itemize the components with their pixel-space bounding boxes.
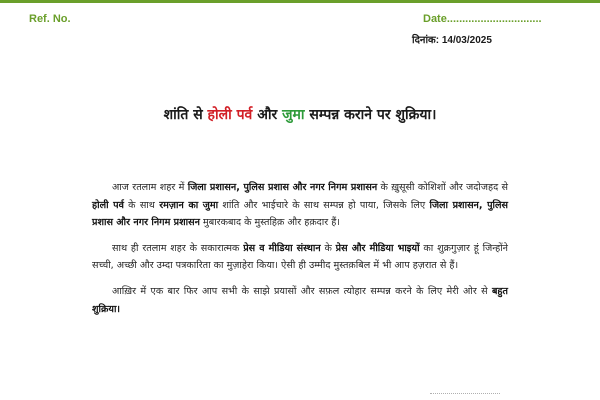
letter-body [92,179,508,326]
reference-number-label: Ref. No. [29,13,71,25]
title-juma: जुमा [282,107,305,123]
p2-bold-press-media: प्रेस व मीडिया संस्थान [243,242,321,254]
title-part-5: सम्पन्न कराने पर शुक्रिया। [304,107,437,123]
p2-bold-press-brothers: प्रेस और मीडिया भाइयों [335,242,420,254]
paragraph-2 [92,240,508,275]
p1-bold-administration: जिला प्रशासन, पुलिस प्रशास और नगर निगम प्रशासन [187,182,378,193]
p2-text-5: का शुक्रगुज़ार हूं जिन्होंने सच्ची, अच्छी और उम्दा पत्रकारिता का मुज़ाहेरा किया। ऐसी ही उम्मीद मुस्तक़बिल में भी आप हज़रात से हैं। [92,242,509,272]
p1-text-9: मुबारकबाद के मुस्तहिक़ और हक़दार हैं। [199,217,340,229]
paragraph-1 [92,179,508,232]
p1-bold-holi: होली पर्व [92,199,124,211]
p1-bold-ramzan-juma: रमज़ान का जुमा [159,199,219,211]
p3-bold-thanks: बहुत शुक्रिया। [92,285,508,315]
title-part-1: शांति से [163,107,208,123]
letterhead-top-border [0,0,600,3]
p1-text-5: के साथ [123,199,160,211]
p1-text-3: के ख़ुसूसी कोशिशों और जदोजहद से [377,182,508,193]
p3-text-1: आख़िर में एक बार फिर आप सभी के साझे प्रयासों और सफ़ल त्योहार सम्पन्न करने के लिए मेरी ओर से [112,285,492,297]
bottom-edge-marks [430,393,500,400]
date-field-label: Date............................... [423,13,542,25]
letter-title [0,105,600,124]
hindi-date: दिनांक: 14/03/2025 [412,35,492,46]
paragraph-3 [92,283,508,318]
p1-text-1: आज रतलाम शहर में [112,182,188,193]
p1-text-7: शांति और भाईचारे के साथ सम्पन्न हो पाया, जिसके लिए [218,199,430,211]
title-part-3: और [252,107,283,123]
p2-text-3: के [320,242,336,254]
p1-bold-administration-2: जिला प्रशासन, पुलिस प्रशास और नगर निगम प्रशासन [92,199,509,229]
p2-text-1: साथ ही रतलाम शहर के सकारात्मक [112,242,244,254]
title-holi-festival: होली पर्व [207,107,253,123]
